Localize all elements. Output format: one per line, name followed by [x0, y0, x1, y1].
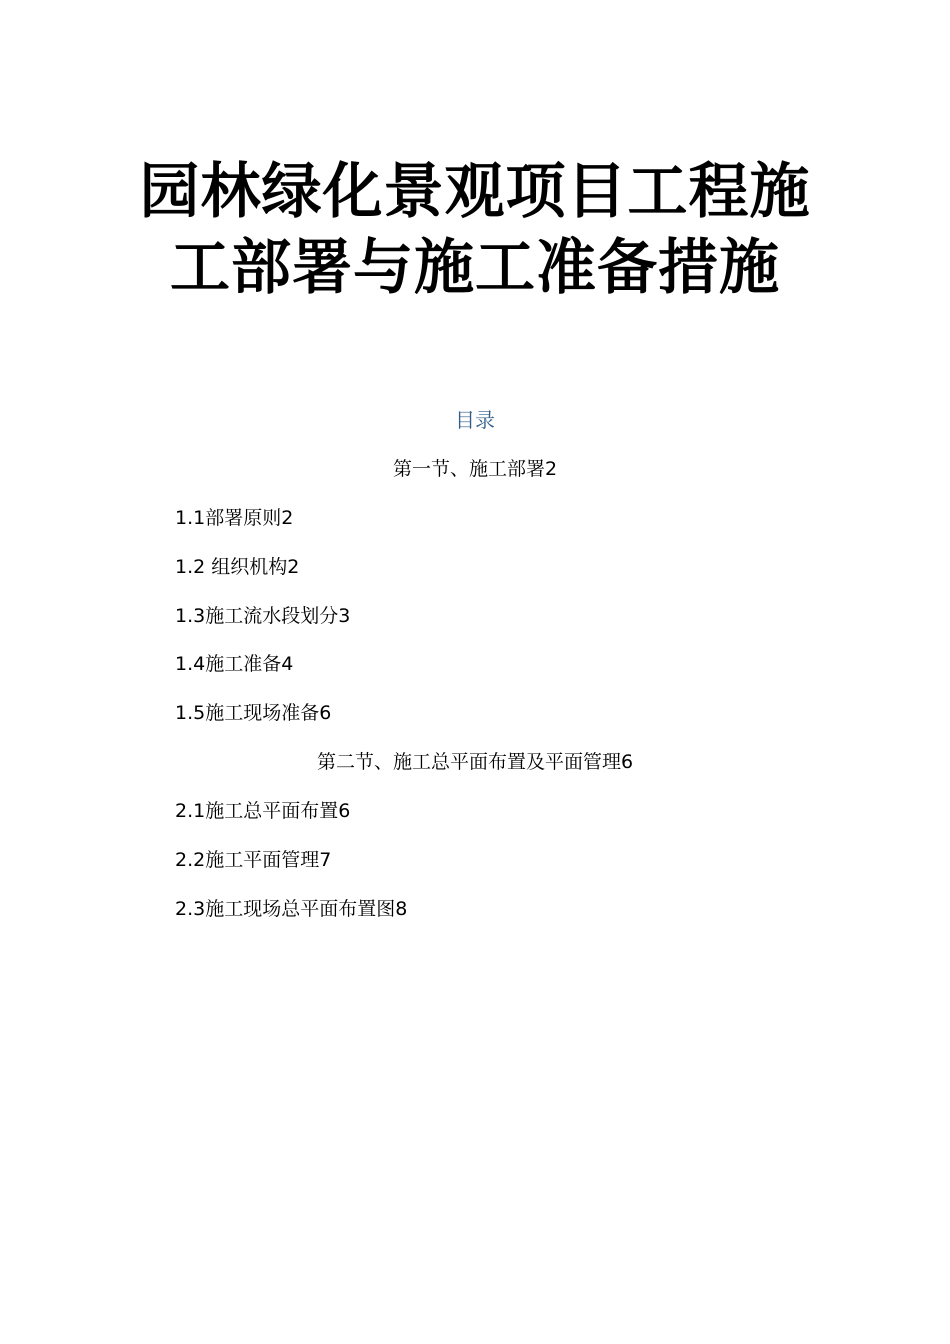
document-title-line-1: 园林绿化景观项目工程施 [139, 157, 811, 227]
document-title-line-2: 工部署与施工准备措施 [170, 233, 780, 303]
toc-item-1-2[interactable]: 1.2 组织机构2 [175, 556, 300, 578]
toc-item-2-1[interactable]: 2.1施工总平面布置6 [175, 800, 351, 822]
toc-item-2-2[interactable]: 2.2施工平面管理7 [175, 849, 332, 871]
toc-item-2-3[interactable]: 2.3施工现场总平面布置图8 [175, 898, 408, 920]
toc-section-1[interactable]: 第一节、施工部署2 [392, 458, 558, 480]
toc-heading: 目录 [455, 408, 495, 432]
toc-item-1-3[interactable]: 1.3施工流水段划分3 [175, 605, 351, 627]
toc-item-1-4[interactable]: 1.4施工准备4 [175, 653, 294, 675]
toc-item-1-5[interactable]: 1.5施工现场准备6 [175, 702, 332, 724]
toc-section-2[interactable]: 第二节、施工总平面布置及平面管理6 [316, 751, 634, 773]
toc-item-1-1[interactable]: 1.1部署原则2 [175, 507, 294, 529]
